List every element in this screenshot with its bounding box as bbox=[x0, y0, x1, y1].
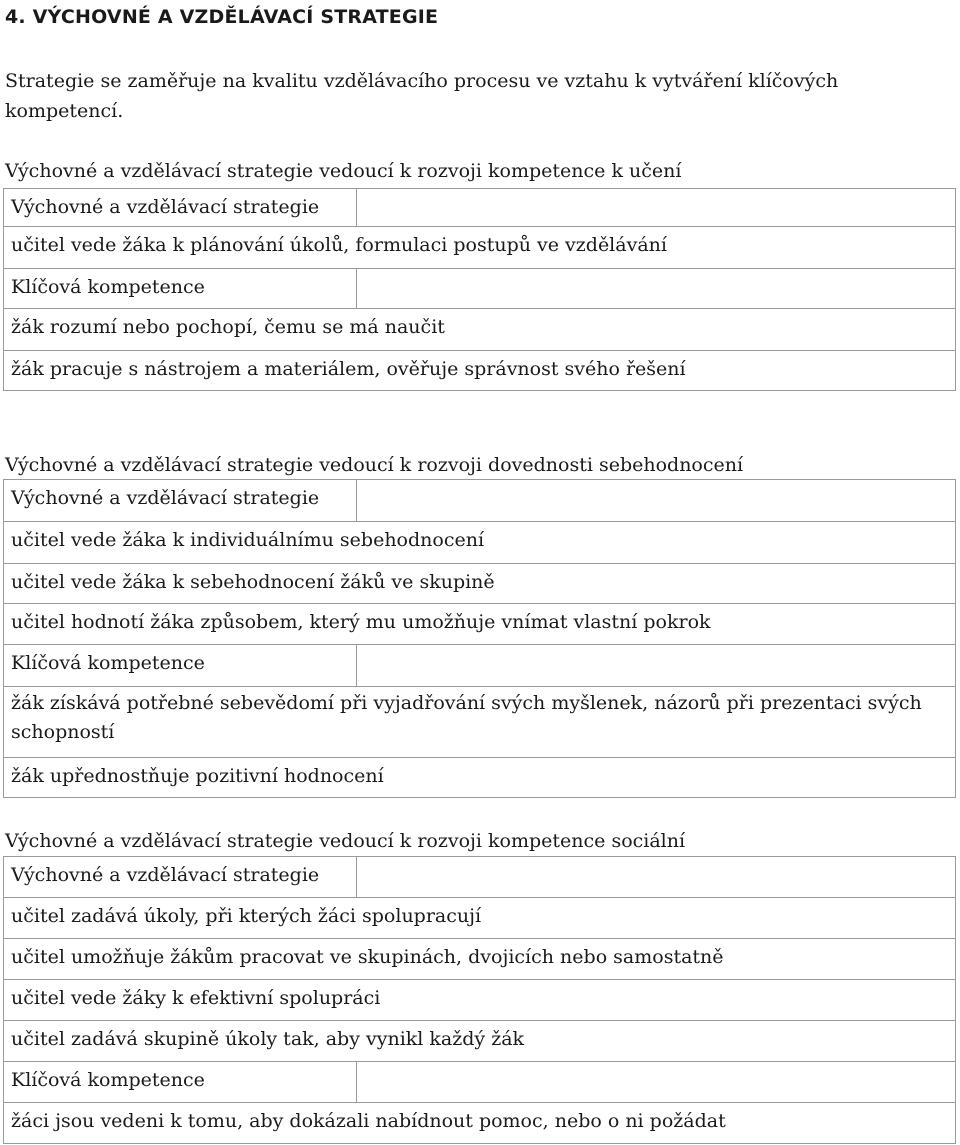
empty-header-cell bbox=[356, 644, 956, 687]
competence-row: žák rozumí nebo pochopí, čemu se má naučit bbox=[3, 308, 956, 351]
section-heading: Výchovné a vzdělávací strategie vedoucí k rozvoji dovednosti sebehodnocení bbox=[5, 454, 744, 476]
competence-header-cell: Klíčová kompetence bbox=[3, 1061, 357, 1103]
strategy-header-cell: Výchovné a vzdělávací strategie bbox=[3, 479, 357, 522]
strategy-row: učitel zadává úkoly, při kterých žáci spolupracují bbox=[3, 897, 956, 939]
strategy-row: učitel vede žáky k efektivní spolupráci bbox=[3, 979, 956, 1021]
intro-paragraph: Strategie se zaměřuje na kvalitu vzdělávacího procesu ve vztahu k vytváření klíčových kompetencí. bbox=[5, 70, 839, 122]
strategy-row: učitel umožňuje žákům pracovat ve skupinách, dvojicích nebo samostatně bbox=[3, 938, 956, 980]
strategy-row: učitel vede žáka k plánování úkolů, formulaci postupů ve vzdělávání bbox=[3, 226, 956, 269]
competence-row: žák získává potřebné sebevědomí při vyjadřování svých myšlenek, názorů při prezentaci svých schopností bbox=[3, 686, 956, 758]
competence-header-cell: Klíčová kompetence bbox=[3, 644, 357, 687]
empty-header-cell bbox=[356, 479, 956, 522]
strategy-header-cell: Výchovné a vzdělávací strategie bbox=[3, 188, 357, 227]
strategy-row: učitel hodnotí žáka způsobem, který mu umožňuje vnímat vlastní pokrok bbox=[3, 603, 956, 645]
strategy-row: učitel vede žáka k sebehodnocení žáků ve skupině bbox=[3, 563, 956, 604]
competence-row: žák upřednostňuje pozitivní hodnocení bbox=[3, 757, 956, 798]
section-heading: Výchovné a vzdělávací strategie vedoucí k rozvoji kompetence sociální bbox=[5, 830, 686, 852]
competence-row: žáci jsou vedeni k tomu, aby dokázali nabídnout pomoc, nebo o ni požádat bbox=[3, 1102, 956, 1144]
empty-header-cell bbox=[356, 268, 956, 309]
empty-header-cell bbox=[356, 856, 956, 898]
strategy-row: učitel vede žáka k individuálnímu sebehodnocení bbox=[3, 521, 956, 564]
strategy-header-cell: Výchovné a vzdělávací strategie bbox=[3, 856, 357, 898]
page-title: 4. VÝCHOVNÉ A VZDĚLÁVACÍ STRATEGIE bbox=[5, 6, 439, 28]
competence-header-cell: Klíčová kompetence bbox=[3, 268, 357, 309]
empty-header-cell bbox=[356, 188, 956, 227]
section-heading: Výchovné a vzdělávací strategie vedoucí k rozvoji kompetence k učení bbox=[5, 160, 682, 182]
competence-row: žák pracuje s nástrojem a materiálem, ověřuje správnost svého řešení bbox=[3, 350, 956, 391]
empty-header-cell bbox=[356, 1061, 956, 1103]
strategy-row: učitel zadává skupině úkoly tak, aby vynikl každý žák bbox=[3, 1020, 956, 1062]
